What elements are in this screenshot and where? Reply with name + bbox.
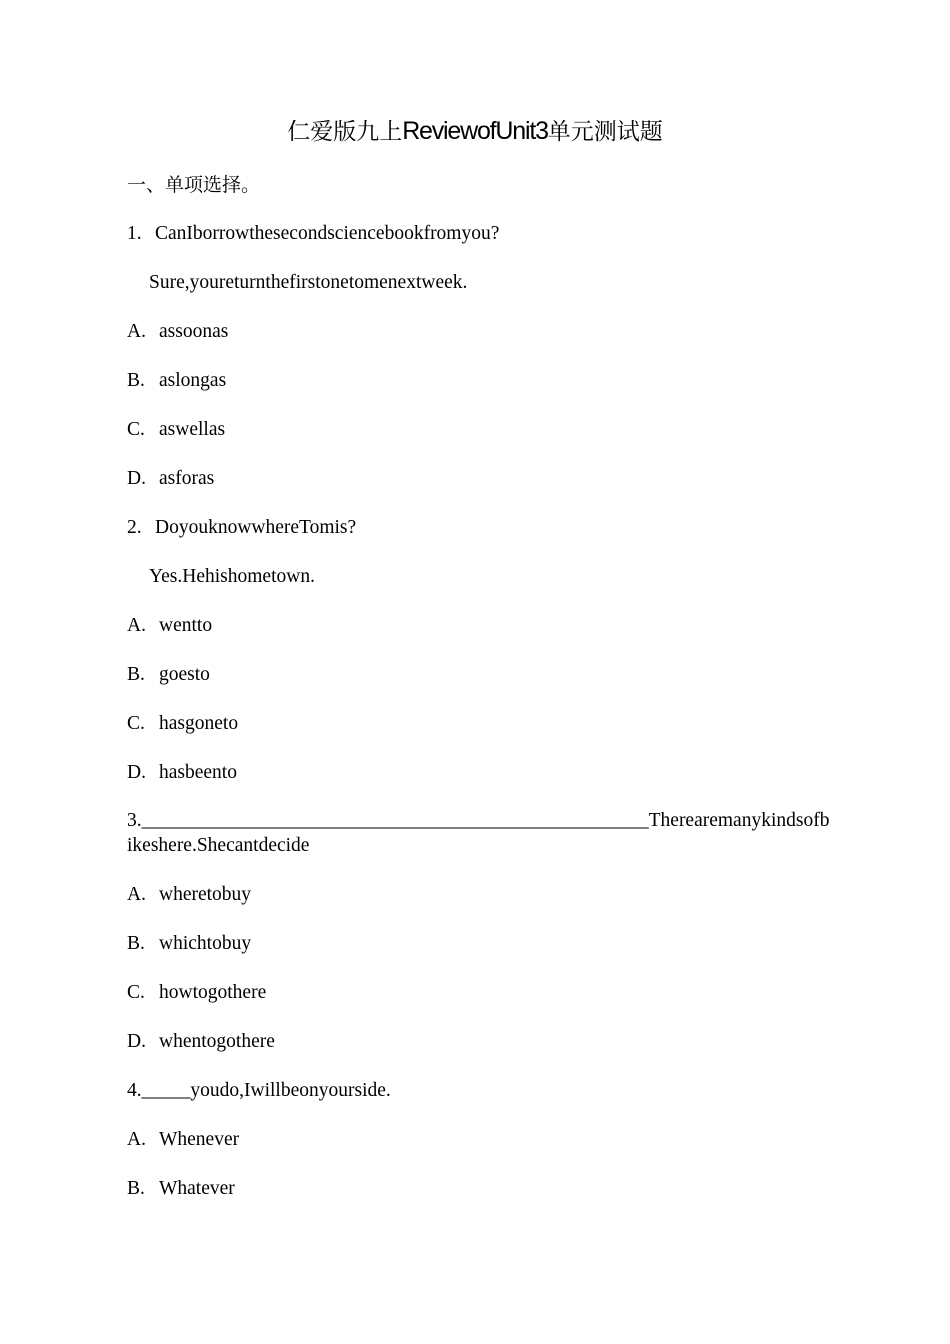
- option-text: Whenever: [159, 1129, 240, 1150]
- option-text: assoonas: [159, 321, 229, 342]
- question-text: CanIborrowthesecondsciencebookfromyou?: [155, 223, 500, 244]
- option-letter: B.: [127, 664, 145, 685]
- option: [127, 662, 210, 688]
- option-text: goesto: [159, 664, 210, 685]
- option-text: whichtobuy: [159, 933, 252, 954]
- question-1-response: Sure,youreturnthefirstonetomenextweek.: [149, 272, 468, 293]
- option-letter: C.: [127, 982, 145, 1003]
- title-cn-suffix: 单元测试题: [547, 119, 663, 145]
- option: [127, 980, 266, 1006]
- option-text: whentogothere: [159, 1031, 275, 1052]
- option-letter: C.: [127, 713, 145, 734]
- question-4-stem: 4._____youdo,Iwillbeonyourside.: [127, 1080, 391, 1101]
- option: [127, 882, 251, 908]
- option: [127, 319, 228, 345]
- question-3-stem: 3.____________________________________________________Therearemanykindsofbikeshere.Shecantdecide: [127, 810, 830, 856]
- option: [127, 1127, 239, 1153]
- section-heading: 一、单项选择。: [127, 174, 261, 196]
- option: [127, 931, 251, 957]
- option: [127, 613, 212, 639]
- option-letter: B.: [127, 370, 145, 391]
- question-number: 1.: [127, 223, 142, 244]
- option: [127, 466, 214, 492]
- option-text: aslongas: [159, 370, 227, 391]
- title-cn-prefix: 仁爱版九上: [287, 119, 403, 145]
- option: [127, 711, 238, 737]
- option-letter: C.: [127, 419, 145, 440]
- option-letter: A.: [127, 321, 146, 342]
- title-en: ReviewofUnit3: [402, 117, 548, 145]
- option: [127, 417, 225, 443]
- option-letter: D.: [127, 1031, 146, 1052]
- question-number: 2.: [127, 517, 142, 538]
- option-letter: A.: [127, 1129, 146, 1150]
- option-text: asforas: [159, 468, 215, 489]
- option: [127, 1029, 275, 1055]
- option-letter: A.: [127, 615, 146, 636]
- option-text: hasbeento: [159, 762, 237, 783]
- option-text: aswellas: [159, 419, 226, 440]
- option-letter: B.: [127, 933, 145, 954]
- option-text: hasgoneto: [159, 713, 239, 734]
- option: [127, 368, 226, 394]
- option: [127, 760, 237, 786]
- option-text: wheretobuy: [159, 884, 252, 905]
- option: [127, 1176, 235, 1202]
- option-text: Whatever: [159, 1178, 235, 1199]
- option-letter: D.: [127, 468, 146, 489]
- option-text: howtogothere: [159, 982, 267, 1003]
- question-1-stem: [127, 221, 499, 247]
- document-title: [0, 114, 950, 149]
- option-letter: D.: [127, 762, 146, 783]
- option-text: wentto: [159, 615, 213, 636]
- question-2-stem: [127, 515, 356, 541]
- question-text: DoyouknowwhereTomis?: [155, 517, 357, 538]
- question-2-response: Yes.Hehishometown.: [149, 566, 315, 587]
- option-letter: B.: [127, 1178, 145, 1199]
- option-letter: A.: [127, 884, 146, 905]
